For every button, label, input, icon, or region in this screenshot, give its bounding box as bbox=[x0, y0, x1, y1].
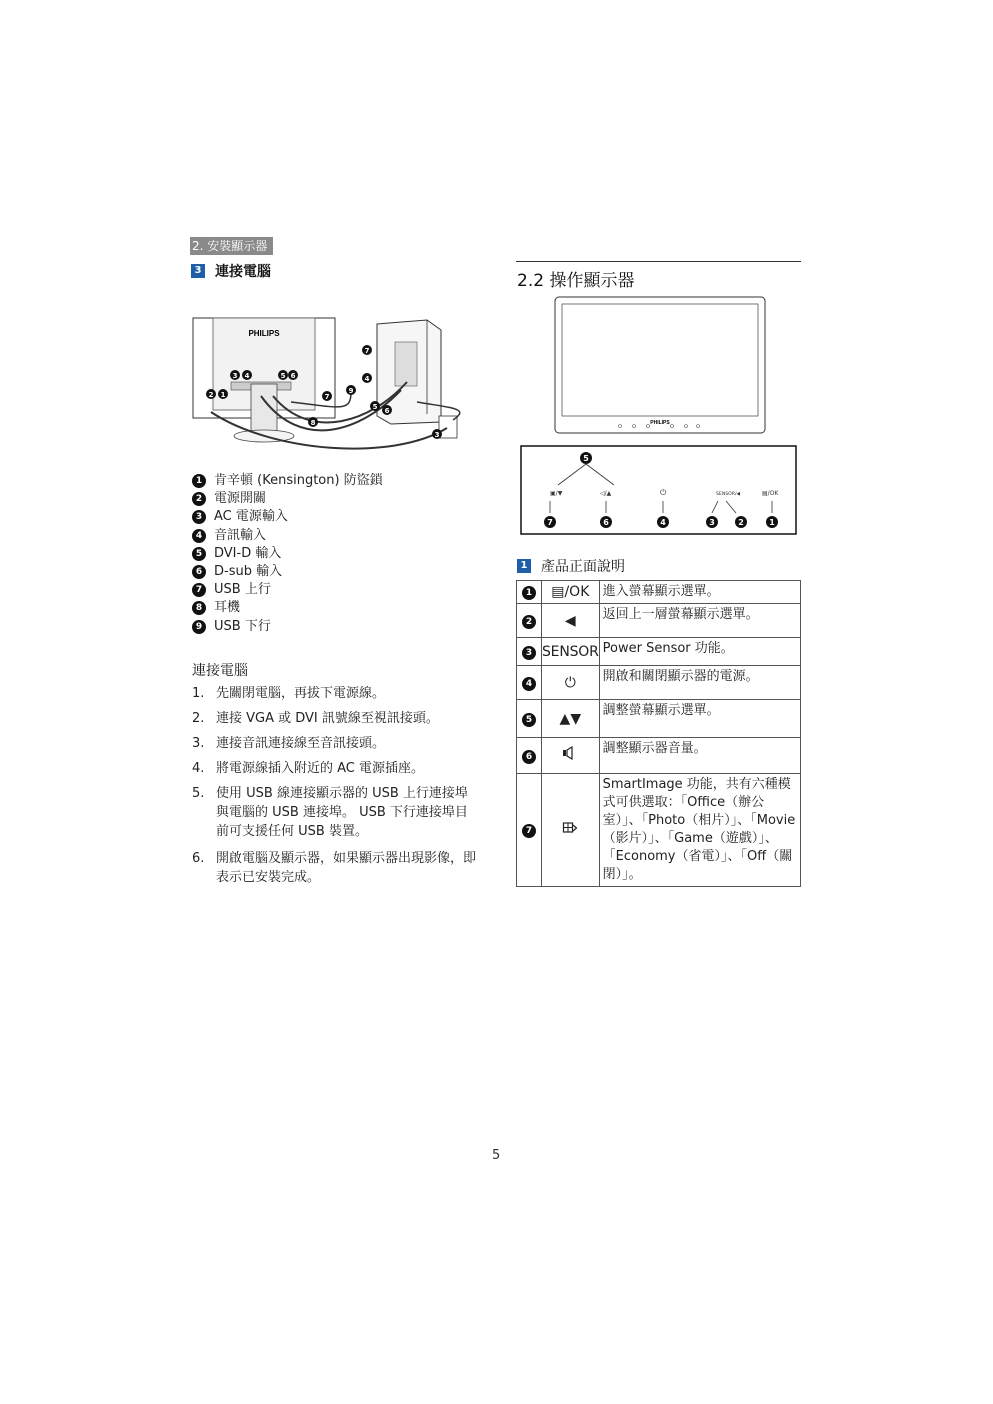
legend-item bbox=[192, 618, 383, 636]
sensor-icon: SENSOR bbox=[542, 638, 600, 666]
table-row bbox=[517, 774, 801, 887]
product-front-heading bbox=[517, 556, 625, 576]
control-description: SmartImage 功能，共有六種模式可供選取：「Office（辦公室）」、「Photo（相片）」、「Movie（影片）」、「Game（遊戲）」、「Economy（省電）」、「Off（關閉）」。 bbox=[599, 774, 800, 887]
control-description: 調整顯示器音量。 bbox=[599, 738, 800, 774]
legend-text: USB 上行 bbox=[214, 582, 271, 598]
legend-item bbox=[192, 490, 383, 508]
page-number: 5 bbox=[492, 1148, 501, 1163]
svg-text:5: 5 bbox=[372, 403, 378, 411]
legend-text: D-sub 輸入 bbox=[214, 563, 283, 579]
legend-item bbox=[192, 508, 383, 526]
table-row bbox=[517, 604, 801, 638]
svg-text:5: 5 bbox=[280, 372, 286, 380]
connection-diagram bbox=[191, 312, 473, 460]
control-description: 調整螢幕顯示選單。 bbox=[599, 700, 800, 738]
callout-number: 6 bbox=[522, 750, 536, 764]
legend-text: 肯辛頓 (Kensington) 防盜鎖 bbox=[214, 473, 383, 488]
control-description: Power Sensor 功能。 bbox=[599, 638, 800, 666]
connector-legend bbox=[192, 472, 383, 636]
title-rule bbox=[516, 261, 801, 262]
smartimage-icon bbox=[542, 774, 600, 887]
svg-text:3: 3 bbox=[232, 372, 238, 380]
svg-text:3: 3 bbox=[709, 518, 715, 527]
section-number-badge: 3 bbox=[191, 264, 205, 278]
svg-text:5: 5 bbox=[583, 454, 589, 463]
svg-text:9: 9 bbox=[348, 387, 354, 395]
svg-text:4: 4 bbox=[660, 518, 666, 527]
legend-text: USB 下行 bbox=[214, 618, 271, 634]
step-item bbox=[192, 734, 477, 753]
svg-text:3: 3 bbox=[434, 431, 440, 439]
legend-item bbox=[192, 472, 383, 490]
legend-text: DVI-D 輸入 bbox=[214, 545, 282, 561]
section-tab: 2. 安裝顯示器 bbox=[190, 237, 273, 255]
smartimage-button-label: ▣/▼ bbox=[550, 490, 563, 497]
step-number: 4. bbox=[192, 761, 205, 776]
control-description: 開啟和關閉顯示器的電源。 bbox=[599, 666, 800, 700]
legend-text: 電源開關 bbox=[214, 491, 267, 507]
step-item bbox=[192, 849, 477, 887]
step-text: 使用 USB 線連接顯示器的 USB 上行連接埠與電腦的 USB 連接埠。 USB 下行連接埠目前可支援任何 USB 裝置。 bbox=[216, 786, 468, 839]
step-number: 5. bbox=[192, 786, 205, 801]
callout-number: 2 bbox=[522, 615, 536, 629]
control-description: 進入螢幕顯示選單。 bbox=[599, 581, 800, 604]
sensor-button-label: SENSOR/◀ bbox=[716, 492, 741, 497]
svg-text:8: 8 bbox=[310, 419, 316, 427]
step-number: 1. bbox=[192, 686, 205, 701]
legend-text: 耳機 bbox=[214, 600, 241, 616]
smartimage-glyph-icon bbox=[562, 821, 578, 835]
svg-text:1: 1 bbox=[220, 391, 226, 399]
table-row bbox=[517, 638, 801, 666]
callout-number: 7 bbox=[522, 824, 536, 838]
section-number-badge: 1 bbox=[517, 559, 531, 573]
table-row bbox=[517, 738, 801, 774]
svg-text:4: 4 bbox=[364, 375, 370, 383]
monitor-brand: PHILIPS bbox=[248, 329, 280, 338]
table-row bbox=[517, 666, 801, 700]
callout-number: 2 bbox=[192, 492, 206, 506]
table-row bbox=[517, 700, 801, 738]
legend-text: AC 電源輸入 bbox=[214, 509, 288, 525]
up-down-icon: ▲▼ bbox=[542, 700, 600, 738]
control-description: 返回上一層螢幕顯示選單。 bbox=[599, 604, 800, 638]
callout-number: 6 bbox=[192, 565, 206, 579]
svg-text:2: 2 bbox=[208, 391, 214, 399]
svg-text:2: 2 bbox=[738, 518, 744, 527]
step-item bbox=[192, 759, 477, 778]
step-text: 開啟電腦及顯示器，如果顯示器出現影像，即表示已安裝完成。 bbox=[216, 851, 477, 885]
callout-number: 4 bbox=[522, 677, 536, 691]
section-heading bbox=[191, 261, 271, 281]
connect-subheading: 連接電腦 bbox=[192, 663, 248, 679]
back-arrow-icon: ◀ bbox=[542, 604, 600, 638]
svg-text:7: 7 bbox=[324, 393, 330, 401]
svg-text:1: 1 bbox=[769, 518, 775, 527]
callout-number: 9 bbox=[192, 620, 206, 634]
legend-item bbox=[192, 545, 383, 563]
table-row bbox=[517, 581, 801, 604]
monitor-front-illustration bbox=[554, 296, 766, 434]
step-text: 先關閉電腦，再拔下電源線。 bbox=[216, 686, 386, 701]
legend-item bbox=[192, 563, 383, 581]
connect-steps bbox=[192, 684, 477, 887]
svg-text:7: 7 bbox=[547, 518, 553, 527]
svg-text:4: 4 bbox=[244, 372, 250, 380]
menu-button-label: ▤/OK bbox=[762, 490, 779, 497]
svg-text:6: 6 bbox=[603, 518, 609, 527]
svg-text:6: 6 bbox=[290, 372, 296, 380]
callout-number: 7 bbox=[192, 583, 206, 597]
step-text: 將電源線插入附近的 AC 電源插座。 bbox=[216, 761, 425, 776]
menu-ok-icon: ▤/OK bbox=[542, 581, 600, 604]
step-text: 連接 VGA 或 DVI 訊號線至視訊接頭。 bbox=[216, 711, 439, 726]
speaker-icon bbox=[562, 746, 578, 760]
step-number: 2. bbox=[192, 711, 205, 726]
step-item bbox=[192, 684, 477, 703]
callout-number: 5 bbox=[192, 547, 206, 561]
svg-text:6: 6 bbox=[384, 407, 390, 415]
step-number: 6. bbox=[192, 851, 205, 866]
legend-text: 音訊輸入 bbox=[214, 527, 267, 543]
callout-number: 8 bbox=[192, 601, 206, 615]
callout-number: 1 bbox=[522, 586, 536, 600]
step-item bbox=[192, 709, 477, 728]
power-button-label: ⏻ bbox=[660, 488, 667, 497]
page-title: 2.2 操作顯示器 bbox=[517, 271, 635, 291]
section-title: 連接電腦 bbox=[215, 264, 271, 280]
callout-number: 1 bbox=[192, 474, 206, 488]
front-buttons-diagram bbox=[520, 445, 797, 535]
legend-item bbox=[192, 527, 383, 545]
step-number: 3. bbox=[192, 736, 205, 751]
legend-item bbox=[192, 599, 383, 617]
volume-button-label: ◁/▲ bbox=[600, 490, 612, 497]
volume-icon bbox=[542, 738, 600, 774]
callout-number: 5 bbox=[522, 713, 536, 727]
step-text: 連接音訊連接線至音訊接頭。 bbox=[216, 736, 386, 751]
callout-number: 4 bbox=[192, 529, 206, 543]
section-title: 產品正面說明 bbox=[541, 559, 625, 575]
svg-text:7: 7 bbox=[364, 347, 370, 355]
monitor-front-brand: PHILIPS bbox=[650, 420, 670, 426]
power-icon: ⏻ bbox=[542, 666, 600, 700]
controls-table bbox=[516, 580, 801, 887]
step-item bbox=[192, 784, 477, 841]
callout-number: 3 bbox=[522, 646, 536, 660]
legend-item bbox=[192, 581, 383, 599]
callout-number: 3 bbox=[192, 510, 206, 524]
